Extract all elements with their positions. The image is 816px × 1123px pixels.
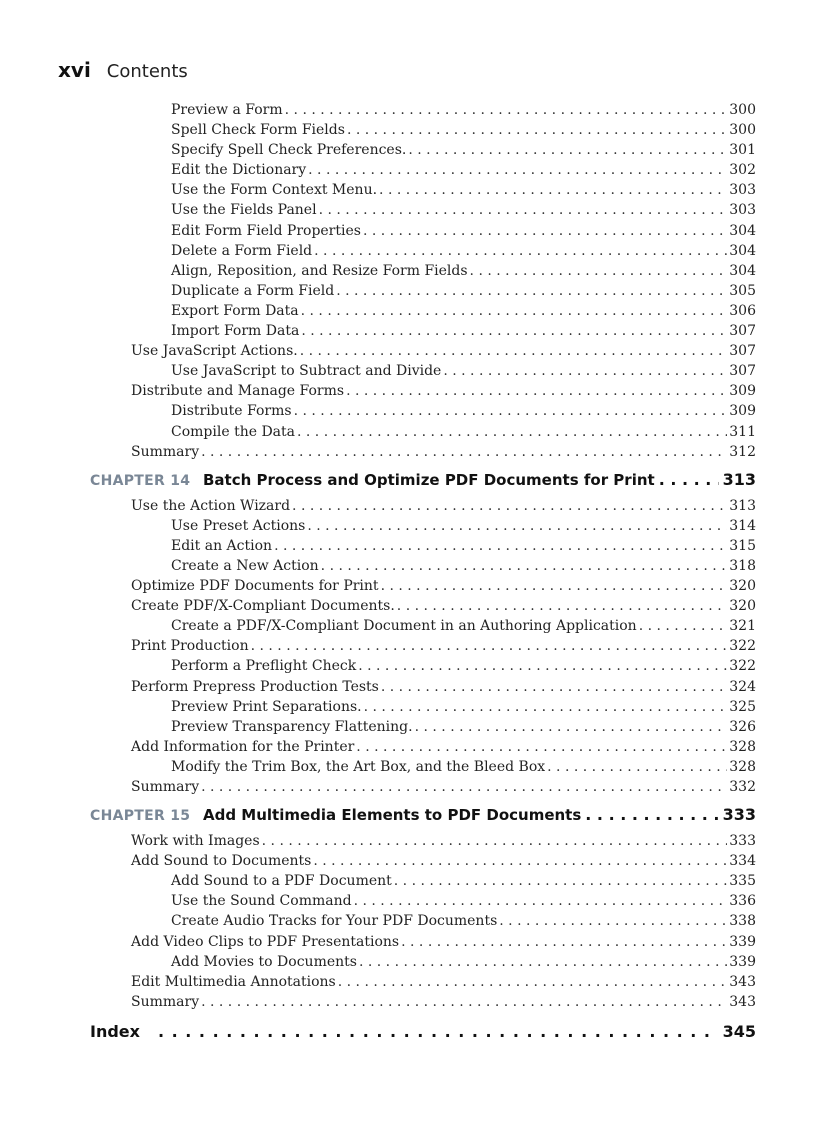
dot-leader	[285, 102, 728, 118]
index-entry	[90, 1014, 756, 1048]
dot-leader	[308, 162, 727, 178]
table-of-contents	[90, 102, 756, 1048]
entry-title: Optimize PDF Documents for Print	[131, 578, 379, 595]
entry-page: 300	[729, 122, 756, 139]
toc-subsection	[90, 538, 756, 558]
toc-subsection	[90, 699, 756, 719]
toc-subsection	[90, 223, 756, 243]
toc-subsection	[90, 263, 756, 283]
chapter-page: 313	[722, 469, 756, 489]
entry-page: 309	[729, 403, 756, 420]
dot-leader	[363, 223, 727, 239]
entry-title: Modify the Trim Box, the Art Box, and the Bleed Box	[171, 758, 546, 775]
dot-leader	[300, 343, 728, 359]
toc-section	[90, 853, 756, 873]
entry-title: Distribute and Manage Forms	[131, 383, 345, 400]
chapter-title: Add Multimedia Elements to PDF Documents	[203, 806, 582, 825]
dot-leader	[301, 303, 728, 319]
page-number: xvi	[58, 58, 91, 82]
entry-page: 320	[729, 598, 756, 615]
entry-page: 302	[729, 162, 756, 179]
dot-leader	[292, 498, 727, 514]
dot-leader	[408, 142, 727, 158]
entry-title: Create a New Action	[171, 557, 319, 574]
dot-leader	[346, 383, 727, 399]
entry-page: 335	[729, 873, 756, 890]
entry-title: Preview Transparency Flattening.	[171, 718, 413, 735]
toc-subsection	[90, 283, 756, 303]
entry-page: 303	[729, 202, 756, 219]
toc-section	[90, 638, 756, 658]
dot-leader	[201, 779, 727, 795]
entry-page: 312	[729, 443, 756, 460]
entry-title: Create PDF/X-Compliant Documents.	[131, 598, 395, 615]
dot-leader	[470, 263, 728, 279]
toc-subsection	[90, 202, 756, 222]
toc-section	[90, 739, 756, 759]
toc-subsection	[90, 142, 756, 162]
dot-leader	[364, 699, 728, 715]
entry-page: 343	[729, 993, 756, 1010]
entry-title: Use the Sound Command	[171, 893, 352, 910]
entry-page: 304	[729, 222, 756, 239]
chapter-number: CHAPTER 14	[90, 472, 191, 489]
entry-title: Edit Multimedia Annotations	[131, 973, 336, 990]
entry-title: Use JavaScript to Subtract and Divide	[171, 363, 442, 380]
toc-subsection	[90, 954, 756, 974]
dot-leader	[381, 578, 728, 594]
entry-title: Use the Action Wizard	[131, 497, 291, 514]
dot-leader	[319, 202, 728, 218]
toc-section	[90, 578, 756, 598]
toc-section	[90, 498, 756, 518]
toc-subsection	[90, 162, 756, 182]
entry-title: Preview a Form	[171, 102, 283, 118]
entry-title: Spell Check Form Fields	[171, 122, 345, 139]
dot-leader	[262, 833, 728, 849]
dot-leader	[294, 403, 728, 419]
index-title: Index	[90, 1021, 140, 1041]
entry-page: 332	[729, 779, 756, 795]
toc-subsection	[90, 102, 756, 122]
dot-leader	[274, 538, 727, 554]
entry-title: Use JavaScript Actions.	[131, 343, 298, 360]
dot-leader	[394, 873, 727, 889]
entry-title: Create Audio Tracks for Your PDF Documents	[171, 913, 498, 930]
toc-subsection	[90, 518, 756, 538]
dot-leader	[201, 994, 727, 1010]
entry-page: 318	[729, 557, 756, 574]
entry-title: Summary	[131, 993, 200, 1010]
entry-page: 305	[729, 282, 756, 299]
dot-leader	[499, 913, 727, 929]
toc-subsection	[90, 759, 756, 779]
entry-title: Work with Images	[131, 833, 260, 850]
entry-page: 306	[729, 302, 756, 319]
entry-page: 339	[729, 933, 756, 950]
entry-title: Distribute Forms	[171, 403, 292, 420]
dot-leader	[301, 323, 727, 339]
entry-page: 314	[729, 517, 756, 534]
toc-section	[90, 934, 756, 954]
entry-title: Use Preset Actions	[171, 517, 306, 534]
toc-subsection	[90, 122, 756, 142]
entry-title: Add Sound to Documents	[131, 853, 312, 870]
entry-title: Edit Form Field Properties	[171, 222, 361, 239]
toc-section	[90, 598, 756, 618]
entry-title: Add Sound to a PDF Document	[171, 873, 392, 890]
toc-subsection	[90, 658, 756, 678]
dot-leader	[585, 805, 718, 824]
running-head	[58, 58, 188, 86]
entry-title: Add Information for the Printer	[131, 738, 355, 755]
chapter-number: CHAPTER 15	[90, 808, 191, 825]
entry-page: 309	[729, 383, 756, 400]
entry-page: 322	[729, 638, 756, 655]
entry-title: Edit the Dictionary	[171, 162, 307, 179]
entry-title: Duplicate a Form Field	[171, 282, 335, 299]
toc-section	[90, 679, 756, 699]
dot-leader	[307, 518, 727, 534]
dot-leader	[336, 283, 727, 299]
dot-leader	[201, 444, 727, 460]
entry-title: Align, Reposition, and Resize Form Fields	[171, 262, 468, 279]
entry-title: Add Movies to Documents	[171, 953, 357, 970]
entry-title: Delete a Form Field	[171, 242, 313, 259]
toc-subsection	[90, 363, 756, 383]
entry-page: 307	[729, 363, 756, 380]
toc-subsection	[90, 913, 756, 933]
entry-title: Import Form Data	[171, 323, 300, 340]
toc-section	[90, 343, 756, 363]
dot-leader	[397, 598, 727, 614]
entry-title: Perform a Preflight Check	[171, 658, 357, 675]
toc-subsection	[90, 558, 756, 578]
entry-title: Specify Spell Check Preferences.	[171, 142, 407, 159]
toc-section	[90, 974, 756, 994]
toc-section	[90, 994, 756, 1014]
entry-page: 307	[729, 323, 756, 340]
entry-title: Summary	[131, 779, 200, 795]
dot-leader	[401, 934, 727, 950]
chapter-title: Batch Process and Optimize PDF Documents for Print	[203, 470, 655, 489]
toc-subsection	[90, 873, 756, 893]
chapter-heading	[90, 464, 756, 498]
entry-page: 325	[729, 698, 756, 715]
toc-subsection	[90, 303, 756, 323]
toc-subsection	[90, 719, 756, 739]
toc-section	[90, 833, 756, 853]
entry-page: 304	[729, 262, 756, 279]
entry-title: Compile the Data	[171, 423, 295, 440]
entry-title: Add Video Clips to PDF Presentations	[131, 933, 400, 950]
entry-page: 322	[729, 658, 756, 675]
entry-page: 334	[729, 853, 756, 870]
entry-page: 336	[729, 893, 756, 910]
toc-subsection	[90, 893, 756, 913]
toc-section	[90, 444, 756, 464]
entry-page: 311	[729, 423, 756, 440]
toc-subsection	[90, 182, 756, 202]
entry-page: 328	[729, 758, 756, 775]
dot-leader	[379, 182, 727, 198]
toc-section	[90, 383, 756, 403]
entry-page: 328	[729, 738, 756, 755]
entry-page: 313	[729, 497, 756, 514]
entry-page: 326	[729, 718, 756, 735]
dot-leader	[313, 853, 727, 869]
entry-title: Summary	[131, 443, 200, 460]
entry-title: Create a PDF/X-Compliant Document in an Authoring Application	[171, 618, 637, 635]
dot-leader	[359, 954, 727, 970]
entry-page: 343	[729, 973, 756, 990]
dot-leader	[314, 243, 727, 259]
chapter-page: 333	[722, 805, 756, 825]
entry-page: 315	[729, 537, 756, 554]
entry-title: Use the Form Context Menu.	[171, 182, 378, 199]
entry-page: 333	[729, 833, 756, 850]
entry-page: 300	[729, 102, 756, 118]
entry-page: 320	[729, 578, 756, 595]
toc-subsection	[90, 243, 756, 263]
entry-page: 338	[729, 913, 756, 930]
index-page: 345	[722, 1021, 756, 1041]
dot-leader	[415, 719, 728, 735]
entry-title: Print Production	[131, 638, 249, 655]
entry-title: Preview Print Separations.	[171, 698, 362, 715]
dot-leader	[358, 658, 727, 674]
toc-subsection	[90, 403, 756, 423]
entry-title: Use the Fields Panel	[171, 202, 317, 219]
dot-leader	[321, 558, 728, 574]
toc-subsection	[90, 424, 756, 444]
dot-leader	[338, 974, 728, 990]
entry-page: 321	[729, 618, 756, 635]
toc-subsection	[90, 618, 756, 638]
dot-leader	[659, 470, 719, 489]
entry-page: 307	[729, 343, 756, 360]
dot-leader	[381, 679, 727, 695]
entry-title: Perform Prepress Production Tests	[131, 678, 379, 695]
dot-leader	[354, 893, 728, 909]
entry-title: Edit an Action	[171, 537, 273, 554]
running-head-title: Contents	[106, 61, 188, 82]
entry-page: 304	[729, 242, 756, 259]
dot-leader	[356, 739, 727, 755]
entry-page: 301	[729, 142, 756, 159]
dot-leader	[251, 638, 728, 654]
dot-leader	[547, 759, 727, 775]
entry-page: 339	[729, 953, 756, 970]
toc-subsection	[90, 323, 756, 343]
dot-leader	[639, 618, 728, 634]
toc-section	[90, 779, 756, 799]
entry-title: Export Form Data	[171, 302, 299, 319]
entry-page: 324	[729, 678, 756, 695]
entry-page: 303	[729, 182, 756, 199]
chapter-heading	[90, 799, 756, 833]
dot-leader	[347, 122, 727, 138]
dot-leader	[297, 424, 727, 440]
dot-leader	[443, 363, 727, 379]
dot-leader	[158, 1022, 709, 1041]
